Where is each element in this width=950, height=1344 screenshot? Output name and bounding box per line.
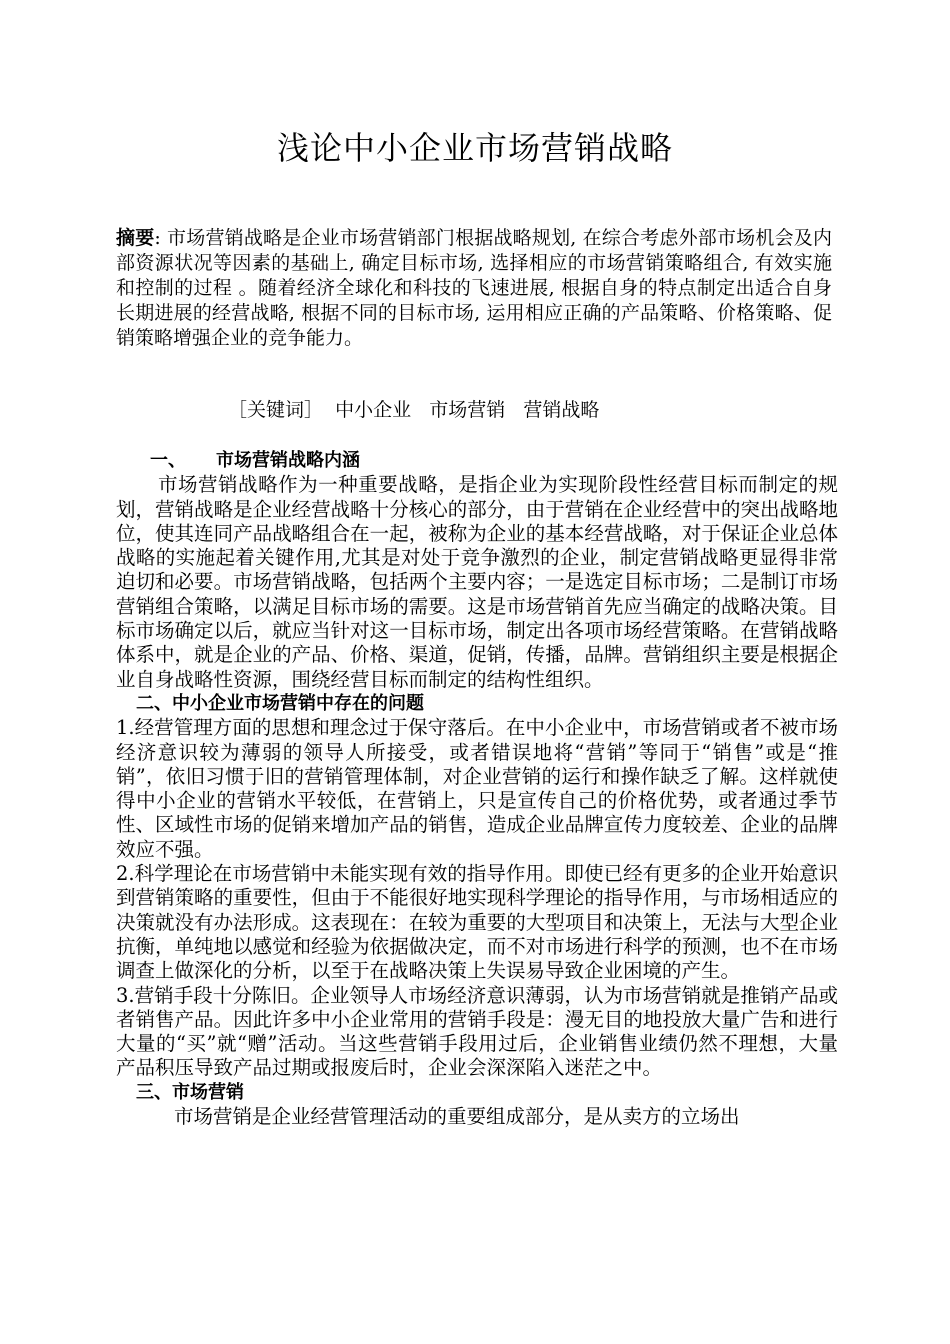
document-body [116,449,838,1129]
section-heading-1 [116,449,838,473]
section-3-paragraph: 市场营销是企业经营管理活动的重要组成部分，是从卖方的立场出 [174,1105,740,1129]
section-title-1: 市场营销战略内涵 [216,450,360,471]
abstract-label: 摘要 [116,227,155,249]
abstract-paragraph [116,226,832,351]
section-1-paragraph: 市场营销战略作为一种重要战略，是指企业为实现阶段性经营目标而制定的规划，营销战略是企业经营战略十分核心的部分，由于营销在企业经营中的突出战略地位，使其连同产品战略组合在一起，被称为企业的基本经营战略，对于保证企业总体战略的实施起着关键作用,尤其是对处于竞争激烈的企业，制定营销战略更显得非常迫切和必要。市场营销战略，包括两个主要内容；一是选定目标市场；二是制订市场营销组合策略，以满足目标市场的需要。这是市场营销首先应当确定的战略决策。目标市场确定以后，就应当针对这一目标市场，制定出各项市场经营策略。在营销战略体系中，就是企业的产品、价格、渠道，促销，传播，品牌。营销组织主要是根据企业自身战略性资源，围绕经营目标而制定的结构性组织。 [116,473,838,691]
problem-item-1: 1.经营管理方面的思想和理念过于保守落后。在中小企业中，市场营销或者不被市场经济意识较为薄弱的领导人所接受，或者错误地将“营销”等同于“销售”或是“推销”，依旧习惯于旧的营销管理体制，对企业营销的运行和操作缺乏了解。这样就使得中小企业的营销水平较低，在营销上，只是宣传自己的价格优势，或者通过季节性、区域性市场的促销来增加产品的销售，造成企业品牌宣传力度较差、企业的品牌效应不强。 [116,716,838,861]
document-title: 浅论中小企业市场营销战略 [276,129,673,167]
keywords-line: ［关键词］ 中小企业 市场营销 营销战略 [228,399,600,421]
problem-item-2: 2.科学理论在市场营销中未能实现有效的指导作用。即使已经有更多的企业开始意识到营销策略的重要性，但由于不能很好地实现科学理论的指导作用，与市场相适应的决策就没有办法形成。这表现在：在较为重要的大型项目和决策上，无法与大型企业抗衡，单纯地以感觉和经验为依据做决定，而不对市场进行科学的预测，也不在市场调查上做深化的分析，以至于在战略决策上失误易导致企业困境的产生。 [116,862,838,983]
section-number-1: 一、 [150,450,186,471]
section-heading-3: 三、市场营销 [136,1081,244,1103]
section-heading-2: 二、中小企业市场营销中存在的问题 [136,692,424,714]
abstract-text: : 市场营销战略是企业市场营销部门根据战略规划, 在综合考虑外部市场机会及内部资源状况等因素的基础上, 确定目标市场, 选择相应的市场营销策略组合, 有效实施和控制的过程 。随着经济全球化和科技的飞速进展, 根据自身的特点制定出适合自身长期进展的经营战略, 根据不同的目标市场, 运用相应正确的产品策略、价格策略、促销策略增强企业的竞争能力。 [116,227,832,349]
problem-item-3: 3.营销手段十分陈旧。企业领导人市场经济意识薄弱，认为市场营销就是推销产品或者销售产品。因此许多中小企业常用的营销手段是：漫无目的地投放大量广告和进行大量的“买”就“赠”活动。当这些营销手段用过后，企业销售业绩仍然不理想，大量产品积压导致产品过期或报废后时，企业会深深陷入迷茫之中。 [116,983,838,1080]
